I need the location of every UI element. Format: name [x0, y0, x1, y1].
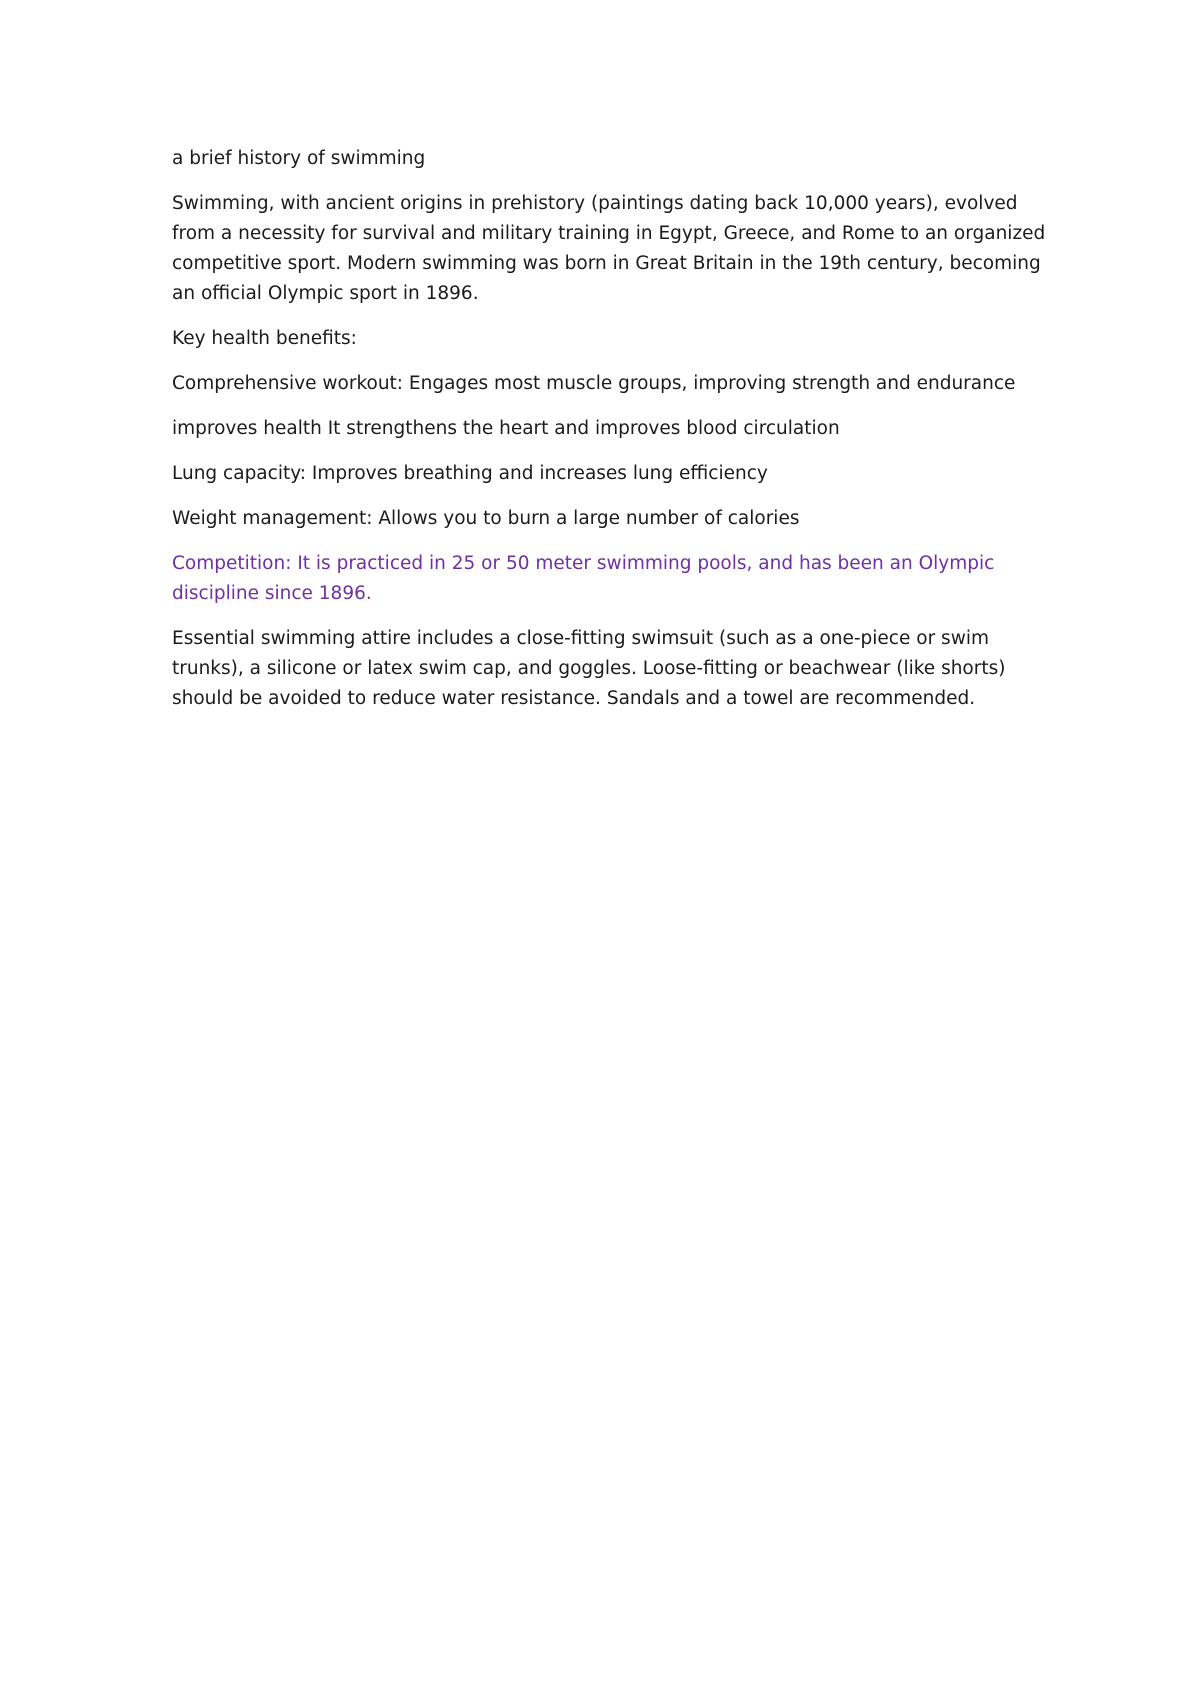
benefit-item-lung: Lung capacity: Improves breathing and increases lung efficiency [172, 463, 768, 484]
benefit-item-weight: Weight management: Allows you to burn a large number of calories [172, 508, 800, 529]
intro-paragraph: Swimming, with ancient origins in prehistory (paintings dating back 10,000 years), evolved from a necessity for survival and military training in Egypt, Greece, and Rome to an organized competitive sport. Modern swimming was born in Great Britain in the 19th century, becoming an official Olympic sport in 1896. [172, 193, 1046, 304]
attire-paragraph: Essential swimming attire includes a close-fitting swimsuit (such as a one-piece or swim trunks), a silicone or latex swim cap, and goggles. Loose-fitting or beachwear (like shorts) should be avoided to reduce water resistance. Sandals and a towel are recommended. [172, 628, 1006, 709]
document-body [172, 144, 1052, 729]
benefits-heading: Key health benefits: [172, 328, 357, 349]
benefit-item-health: improves health It strengthens the heart and improves blood circulation [172, 418, 840, 439]
document-title: a brief history of swimming [172, 148, 426, 169]
competition-paragraph: Competition: It is practiced in 25 or 50 meter swimming pools, and has been an Olympic discipline since 1896. [172, 553, 995, 604]
benefit-item-workout: Comprehensive workout: Engages most muscle groups, improving strength and endurance [172, 373, 1016, 394]
